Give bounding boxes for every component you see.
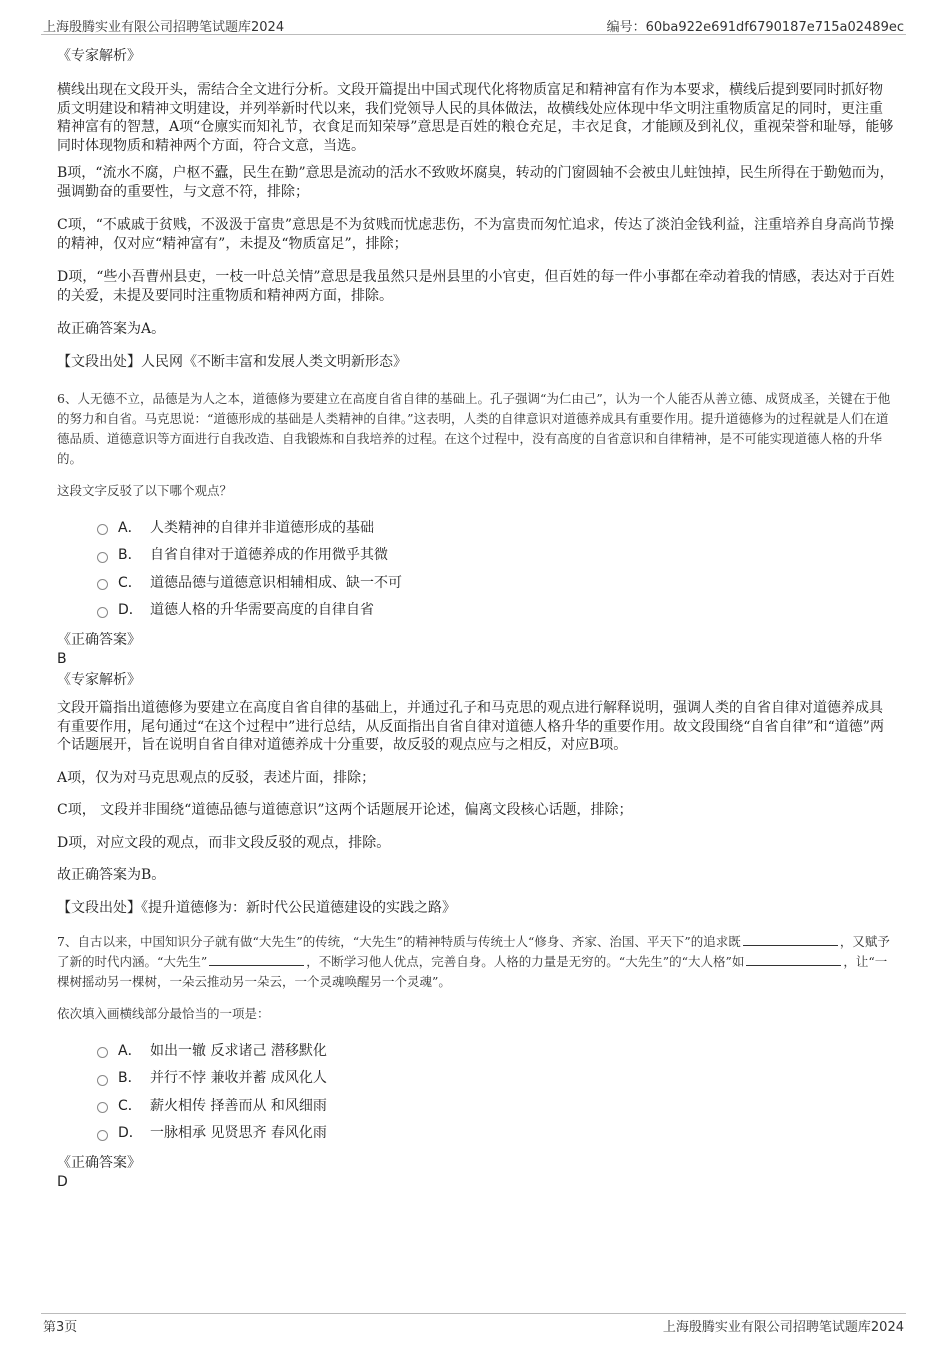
page-footer (41, 1313, 906, 1336)
footer-title: 上海殷腾实业有限公司招聘笔试题库2024 (662, 1320, 904, 1335)
q6-source: 【文段出处】《提升道德修为：新时代公民道德建设的实践之路》 (57, 899, 456, 916)
q5-conclusion: 故正确答案为A。 (57, 321, 166, 337)
q6-analysis-p2: A项，仅为对马克思观点的反驳，表述片面，排除； (57, 769, 376, 786)
radio-icon[interactable] (97, 524, 108, 535)
q5-analysis-p1: 横线出现在文段开头，需结合全文进行分析。文段开篇提出中国式现代化将物质富足和精神富有作为本要求，横线后提到要同时抓好物质文明建设和精神文明建设，并列举新时代以来，我们党领导人民的具体做法，故横线处应体现中华文明注重物质富足的同时，更注重精神富有的智慧，A项“仓廪实而知礼节，衣食足而知荣辱”意思是百姓的粮仓充足，丰衣足食，才能顾及到礼仪，重视荣誉和耻辱，能够同时体现物质和精神两个方面，符合文意，当选。 (57, 82, 894, 154)
page-content (57, 47, 895, 1192)
q6-option-d[interactable]: D． 道德人格的升华需要高度的自律自省 (97, 596, 895, 624)
q6-options (97, 513, 895, 623)
header-id: 编号：60ba922e691df6790187e715a02489ec (606, 20, 904, 35)
q7-option-d[interactable]: D． 一脉相承 见贤思齐 春风化雨 (97, 1119, 895, 1147)
q5-analysis-p2: B项，“流水不腐，户枢不蠹，民生在勤”意思是流动的活水不致败坏腐臭，转动的门窗圆轴不会被虫儿蛀蚀掉，民生所得在于勤勉而为，强调勤奋的重要性，与文意不符，排除； (57, 165, 894, 200)
q5-analysis-p3: C项，“不戚戚于贫贱，不汲汲于富贵”意思是不为贫贱而忧虑悲伤，不为富贵而匆忙追求，传达了淡泊金钱利益，注重培养自身高尚节操的精神，仅对应“精神富有”，未提及“物质富足”，排除； (57, 217, 895, 252)
q7-answer-label: 《正确答案》 (57, 1155, 141, 1171)
q7-stem: 7、自古以来，中国知识分子就有做“大先生”的传统，“大先生”的精神特质与传统士人“修身、齐家、治国、平天下”的追求既 ，又赋予了新的时代内涵。“大先生” ，不断学习他人优点，完善自身。人格的力量是无穷的。“大先生”的“大人格”如 ，让“一棵树摇动另一棵树，一朵云推动另一朵云，一个灵魂唤醒另一个灵魂”。 (57, 934, 890, 989)
radio-icon[interactable] (97, 607, 108, 618)
q7-answer: D (57, 1174, 68, 1190)
option-text: 自省自律对于道德养成的作用微乎其微 (150, 547, 388, 564)
q5-analysis-label: 《专家解析》 (57, 48, 141, 64)
q6-answer: B (57, 651, 67, 667)
q7-option-b[interactable]: B． 并行不悖 兼收并蓄 成风化人 (97, 1064, 895, 1092)
q7-option-c[interactable]: C． 薪火相传 择善而从 和风细雨 (97, 1091, 895, 1119)
q6-option-a[interactable]: A． 人类精神的自律并非道德形成的基础 (97, 513, 895, 541)
q5-analysis-p4: D项，“些小吾曹州县吏，一枝一叶总关情”意思是我虽然只是州县里的小官吏，但百姓的每一件小事都在牵动着我的情感，表达对于百姓的关爱，未提及要同时注重物质和精神两方面，排除。 (57, 269, 895, 304)
header-title: 上海殷腾实业有限公司招聘笔试题库2024 (43, 20, 285, 35)
q6-analysis-p3: C项， 文段并非围绕“道德品德与道德意识”这两个话题展开论述，偏离文段核心话题，排除； (57, 802, 633, 818)
option-text: 如出一辙 反求诸己 潜移默化 (150, 1042, 327, 1059)
radio-icon[interactable] (97, 1130, 108, 1141)
fill-blank-2 (209, 953, 304, 966)
q7-question: 依次填入画横线部分最恰当的一项是： (57, 1006, 270, 1021)
fill-blank-1 (743, 933, 838, 946)
option-text: 薪火相传 择善而从 和风细雨 (150, 1097, 327, 1114)
option-text: 道德品德与道德意识相辅相成、缺一不可 (150, 574, 402, 591)
q6-stem: 6、人无德不立，品德是为人之本，道德修为要建立在高度自省自律的基础上。孔子强调“为仁由己”，认为一个人能否从善立德、成贤成圣，关键在于他的努力和自省。马克思说：“道德形成的基础是人类精神的自律。”这表明，人类的自律意识对道德养成具有重要作用。提升道德修为的过程就是人们在道德品质、道德意识等方面进行自我改造、自我锻炼和自我培养的过程。在这个过程中，没有高度的自省意识和自律精神，是不可能实现道德人格的升华的。 (57, 391, 891, 466)
q6-question: 这段文字反驳了以下哪个观点？ (57, 483, 233, 498)
q6-option-c[interactable]: C． 道德品德与道德意识相辅相成、缺一不可 (97, 568, 895, 596)
fill-blank-3 (746, 953, 841, 966)
q5-source: 【文段出处】人民网《不断丰富和发展人类文明新形态》 (57, 353, 407, 370)
radio-icon[interactable] (97, 579, 108, 590)
q6-analysis-label: 《专家解析》 (57, 672, 141, 688)
q6-answer-label: 《正确答案》 (57, 632, 141, 648)
q7-options (97, 1036, 895, 1146)
q6-analysis-p4: D项，对应文段的观点，而非文段反驳的观点，排除。 (57, 834, 391, 851)
q7-option-a[interactable]: A． 如出一辙 反求诸己 潜移默化 (97, 1036, 895, 1064)
option-text: 一脉相承 见贤思齐 春风化雨 (150, 1125, 327, 1142)
q6-conclusion: 故正确答案为B。 (57, 867, 166, 883)
radio-icon[interactable] (97, 552, 108, 563)
q6-option-b[interactable]: B． 自省自律对于道德养成的作用微乎其微 (97, 541, 895, 569)
option-text: 人类精神的自律并非道德形成的基础 (150, 519, 374, 536)
q6-analysis-p1: 文段开篇指出道德修为要建立在高度自省自律的基础上，并通过孔子和马克思的观点进行解释说明，强调人类的自省自律对道德养成具有重要作用，尾句通过“在这个过程中”进行总结，从反面指出自省自律对道德人格升华的重要作用。故文段围绕“自省自律”和“道德”两个话题展开，旨在说明自省自律对道德养成十分重要，故反驳的观点应与之相反，对应B项。 (57, 700, 884, 753)
option-text: 道德人格的升华需要高度的自律自省 (150, 602, 374, 619)
page-header (41, 14, 906, 35)
page-number: 第3页 (43, 1320, 78, 1335)
radio-icon[interactable] (97, 1047, 108, 1058)
radio-icon[interactable] (97, 1102, 108, 1113)
radio-icon[interactable] (97, 1075, 108, 1086)
option-text: 并行不悖 兼收并蓄 成风化人 (150, 1070, 327, 1087)
